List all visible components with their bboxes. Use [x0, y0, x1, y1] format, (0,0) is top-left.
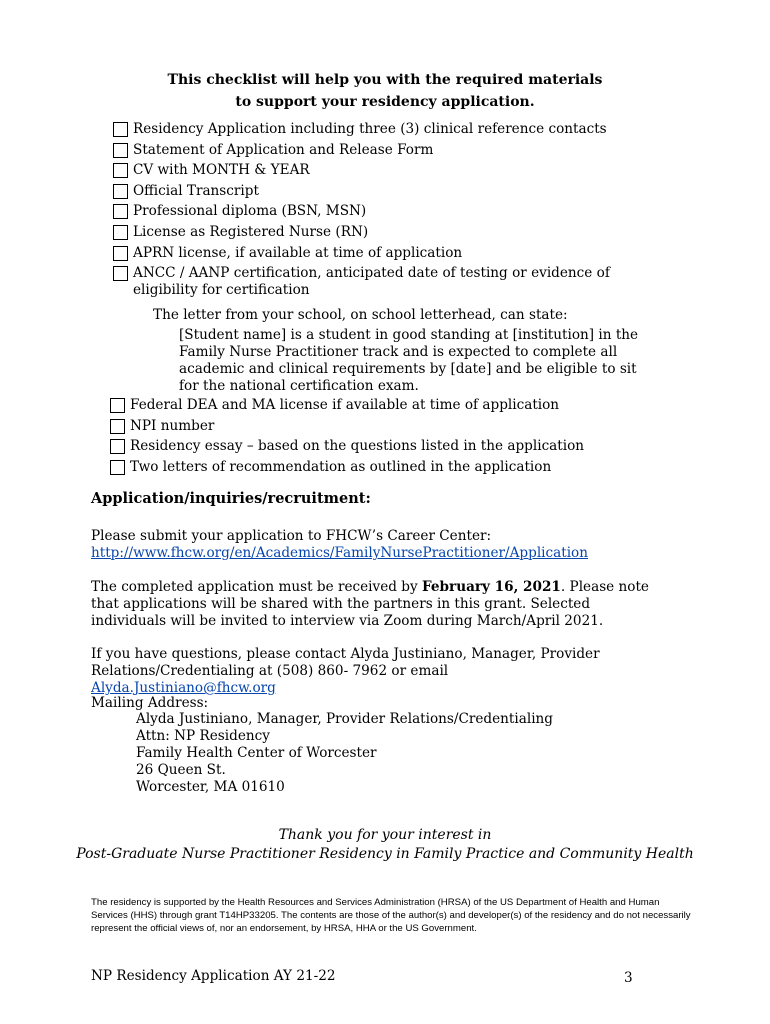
address-line: Alyda Justiniano, Manager, Provider Relations/Credentialing — [136, 711, 553, 727]
letter-note: The letter from your school, on school letterhead, can state: — [153, 307, 568, 323]
checklist-item — [113, 121, 673, 138]
application-link[interactable]: http://www.fhcw.org/en/Academics/FamilyNursePractitioner/Application — [91, 545, 588, 561]
checklist-item-label: Residency essay – based on the questions listed in the application — [130, 438, 585, 455]
mailing-address — [136, 711, 553, 796]
checklist-item — [113, 142, 673, 159]
address-line: 26 Queen St. — [136, 762, 226, 778]
checklist-item-label: Professional diploma (BSN, MSN) — [133, 203, 367, 220]
page-number: 3 — [624, 970, 633, 986]
mailing-label: Mailing Address: — [91, 695, 209, 711]
checklist-item-label: Statement of Application and Release Form — [133, 141, 434, 158]
checklist-item — [113, 224, 673, 241]
checklist-item — [113, 245, 673, 262]
section-heading: Application/inquiries/recruitment: — [91, 490, 371, 507]
contact-paragraph — [91, 646, 631, 697]
checkbox[interactable] — [110, 460, 125, 475]
checklist-item-label: ANCC / AANP certification, anticipated date of testing or evidence of eligibility for certification — [133, 265, 610, 299]
deadline-text-pre: The completed application must be received by — [91, 579, 422, 595]
checklist-item-label: CV with MONTH & YEAR — [133, 162, 310, 179]
checkbox[interactable] — [110, 398, 125, 413]
checkbox[interactable] — [113, 225, 128, 240]
checkbox[interactable] — [113, 184, 128, 199]
checklist-continued — [110, 397, 670, 476]
checklist-item — [110, 397, 670, 414]
deadline-text-post: . Please note that applications will be shared with the partners in this grant. Selected individuals will be invited to interview via Zoom during March/April 2021. — [91, 579, 649, 629]
thank-you-line-2: Post-Graduate Nurse Practitioner Residency in Family Practice and Community Health — [76, 846, 694, 862]
checklist-item-label: Official Transcript — [133, 182, 259, 199]
address-line: Family Health Center of Worcester — [136, 745, 377, 761]
funding-disclaimer: The residency is supported by the Health Resources and Services Administration (HRSA) of the US Department of Health and Human Services (HHS) through grant T14HP33205. The contents are those of the author(s) and developer(s) of the residency and do not necessarily represent the official views of, nor an endorsement, by HRSA, HHA or the US Government. — [91, 897, 691, 934]
page-title — [0, 69, 770, 113]
checklist-item — [110, 438, 670, 455]
email-link[interactable]: Alyda.Justiniano@fhcw.org — [91, 680, 276, 696]
checkbox[interactable] — [113, 122, 128, 137]
checkbox[interactable] — [113, 163, 128, 178]
checklist — [113, 121, 673, 299]
checklist-item-label: NPI number — [130, 417, 215, 434]
submit-paragraph — [91, 528, 691, 562]
address-line: Attn: NP Residency — [136, 728, 270, 744]
checklist-item — [113, 183, 673, 200]
address-line: Worcester, MA 01610 — [136, 779, 285, 795]
checkbox[interactable] — [113, 143, 128, 158]
checkbox[interactable] — [113, 246, 128, 261]
checkbox[interactable] — [110, 439, 125, 454]
checklist-item-label: Two letters of recommendation as outlined in the application — [130, 458, 552, 475]
submit-text: Please submit your application to FHCW’s Career Center: — [91, 528, 492, 544]
thank-you-line-1: Thank you for your interest in — [278, 827, 492, 843]
checklist-item-label: License as Registered Nurse (RN) — [133, 223, 369, 240]
letter-template-text: [Student name] is a student in good standing at [institution] in the Family Nurse Practitioner track and is expected to complete all academic and clinical requirements by [date] and be eligible to sit for the national certification exam. — [179, 327, 639, 394]
title-line-1: This checklist will help you with the required materials — [167, 72, 603, 88]
checkbox[interactable] — [110, 419, 125, 434]
deadline-paragraph — [91, 579, 651, 630]
checklist-item-label: Residency Application including three (3) clinical reference contacts — [133, 121, 607, 137]
checklist-item — [110, 418, 670, 435]
contact-text: If you have questions, please contact Alyda Justiniano, Manager, Provider Relations/Credentialing at (508) 860- 7962 or email — [91, 646, 600, 679]
checkbox[interactable] — [113, 266, 128, 281]
checkbox[interactable] — [113, 204, 128, 219]
checklist-item-label: APRN license, if available at time of application — [133, 244, 463, 261]
title-line-2: to support your residency application. — [235, 94, 535, 110]
checklist-item — [113, 265, 673, 299]
checklist-item — [113, 162, 673, 179]
footer-title: NP Residency Application AY 21-22 — [91, 968, 336, 984]
checklist-item-label: Federal DEA and MA license if available at time of application — [130, 397, 560, 413]
checklist-item — [110, 459, 670, 476]
deadline-date: February 16, 2021 — [421, 579, 561, 595]
thank-you-note — [0, 826, 770, 864]
checklist-item — [113, 203, 673, 220]
